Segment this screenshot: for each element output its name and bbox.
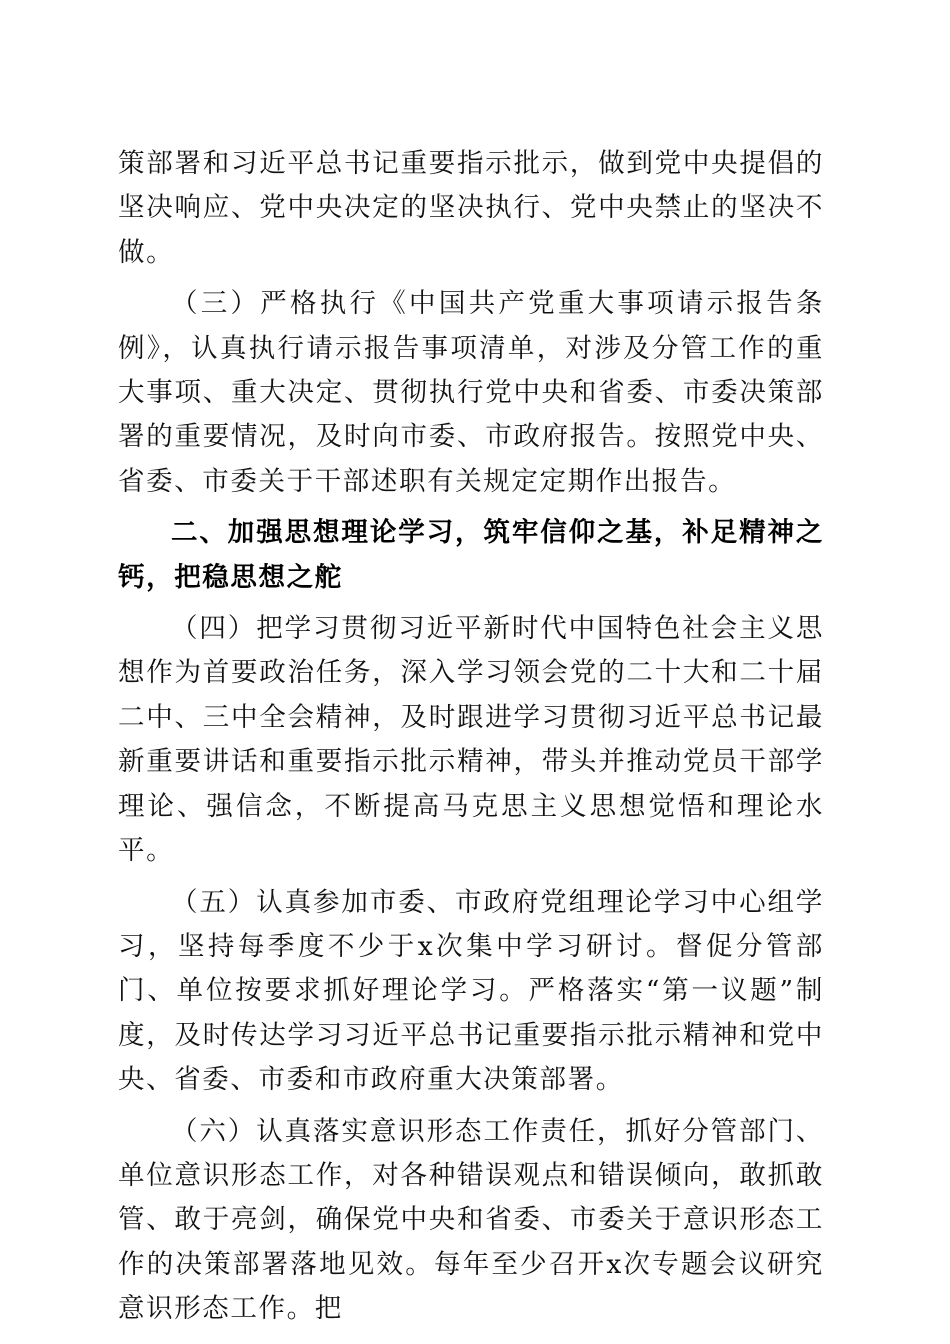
document-body — [118, 142, 824, 1339]
paragraph-item-3: （三）严格执行《中国共产党重大事项请示报告条例》，认真执行请示报告事项清单，对涉及分管工作的重大事项、重大决定、贯彻执行党中央和省委、市委决策部署的重要情况，及时向市委、市政府报告。按照党中央、省委、市委关于干部述职有关规定定期作出报告。 — [118, 288, 824, 497]
paragraph-item-5: （五）认真参加市委、市政府党组理论学习中心组学习，坚持每季度不少于x次集中学习研讨。督促分管部门、单位按要求抓好理论学习。严格落实“第一议题”制度，及时传达学习习近平总书记重要指示批示精神和党中央、省委、市委和市政府重大决策部署。 — [118, 886, 824, 1096]
paragraph-continuation: 策部署和习近平总书记重要指示批示，做到党中央提倡的坚决响应、党中央决定的坚决执行、党中央禁止的坚决不做。 — [118, 148, 824, 268]
paragraph-item-4: （四）把学习贯彻习近平新时代中国特色社会主义思想作为首要政治任务，深入学习领会党的二十大和二十届二中、三中全会精神，及时跟进学习贯彻习近平总书记最新重要讲话和重要指示批示精神，带头并推动党员干部学理论、强信念，不断提高马克思主义思想觉悟和理论水平。 — [118, 613, 824, 867]
paragraph-item-6: （六）认真落实意识形态工作责任，抓好分管部门、单位意识形态工作，对各种错误观点和错误倾向，敢抓敢管、敢于亮剑，确保党中央和省委、市委关于意识形态工作的决策部署落地见效。每年至少召开x次专题会议研究意识形态工作。把 — [118, 1115, 824, 1325]
section-heading-2: 二、加强思想理论学习，筑牢信仰之基，补足精神之钙，把稳思想之舵 — [118, 517, 824, 593]
